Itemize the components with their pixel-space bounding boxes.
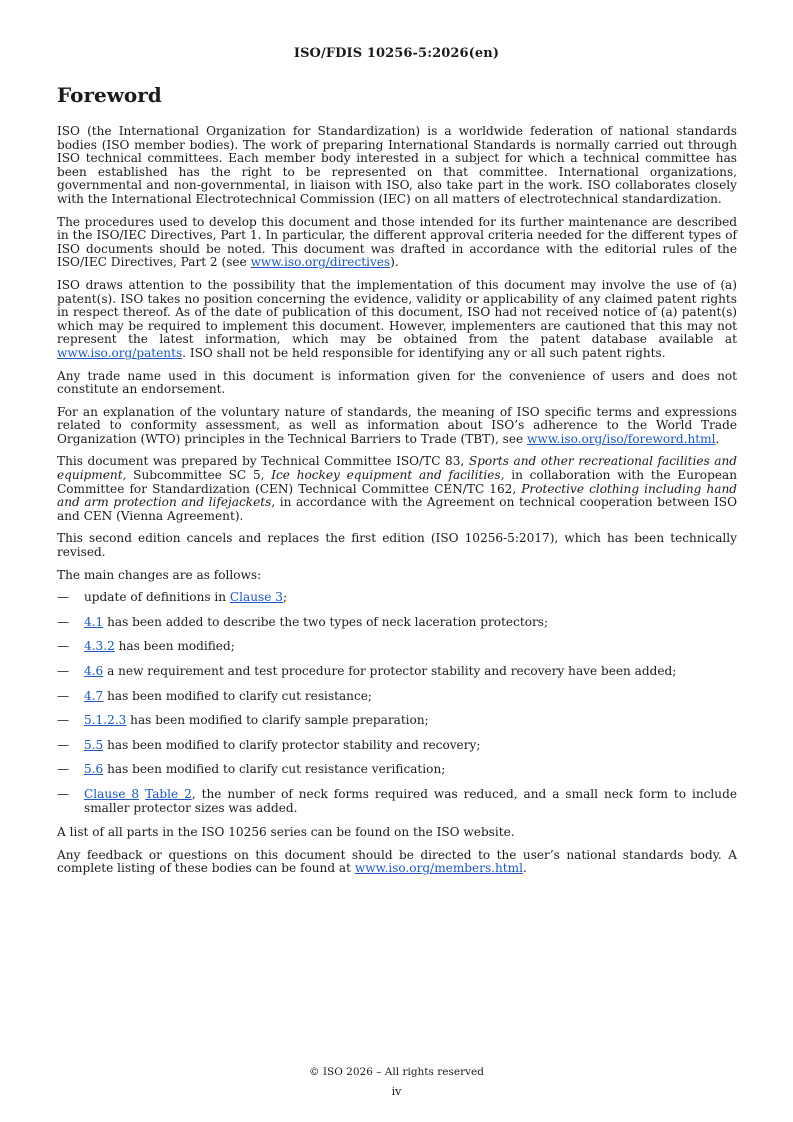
list-item bbox=[57, 665, 737, 679]
dash-bullet: — bbox=[57, 786, 70, 801]
text: has been added to describe the two types of neck laceration protectors; bbox=[103, 614, 549, 629]
text: For an explanation of the voluntary nature of standards, the meaning of ISO specific terms and expressions related to conformity assessment, as well as information about ISO’s adherence to the World Trade Organization (WTO) principles in the Technical Barriers to Trade (TBT), see bbox=[57, 404, 737, 446]
dash-bullet: — bbox=[57, 688, 70, 703]
clause-5-1-2-3-link[interactable]: 5.1.2.3 bbox=[84, 713, 127, 728]
table-2-link[interactable]: Table 2 bbox=[145, 786, 192, 801]
document-id-header: ISO/FDIS 10256-5:2026(en) bbox=[293, 46, 500, 61]
list-item bbox=[57, 763, 737, 777]
text: a new requirement and test procedure for protector stability and recovery have been added; bbox=[103, 664, 677, 678]
dash-bullet: — bbox=[57, 590, 70, 605]
text: has been modified to clarify sample preparation; bbox=[126, 713, 429, 728]
clause-8-link[interactable]: Clause 8 bbox=[84, 786, 140, 801]
patents-link[interactable]: www.iso.org/patents bbox=[57, 345, 183, 360]
text: The procedures used to develop this document and those intended for its further maintenance are described in the ISO/IEC Directives, Part 1. In particular, the different approval criteria needed for the different types of ISO documents should be noted. This document was drafted in accordance with the editorial rules of the ISO/IEC Directives, Part 2 (see bbox=[57, 214, 737, 270]
paragraph-prepared-by bbox=[57, 455, 737, 523]
list-item bbox=[57, 591, 737, 605]
text: has been modified to clarify protector stability and recovery; bbox=[103, 737, 481, 752]
list-item bbox=[57, 640, 737, 654]
clause-5-6-link[interactable]: 5.6 bbox=[84, 762, 104, 777]
text: . bbox=[523, 861, 527, 876]
clause-4-3-2-link[interactable]: 4.3.2 bbox=[84, 639, 115, 654]
clause-4-1-link[interactable]: 4.1 bbox=[84, 614, 104, 629]
copyright-notice: © ISO 2026 – All rights reserved bbox=[309, 1066, 484, 1078]
foreword-section bbox=[57, 82, 737, 885]
paragraph-voluntary-nature bbox=[57, 406, 737, 447]
text: has been modified to clarify cut resistance verification; bbox=[103, 762, 446, 777]
list-item bbox=[57, 690, 737, 704]
list-item bbox=[57, 616, 737, 630]
subcommittee-title: Ice hockey equipment and facilities, bbox=[271, 468, 505, 483]
paragraph-patents bbox=[57, 279, 737, 361]
clause-4-6-link[interactable]: 4.6 bbox=[84, 664, 104, 678]
paragraph-main-changes-intro: The main changes are as follows: bbox=[57, 567, 262, 582]
paragraph-trade-name: Any trade name used in this document is information given for the convenience of users and does not constitute an endorsement. bbox=[57, 368, 737, 397]
text: in collaboration with the European Committee for Standardization (CEN) Technical Committee CEN/TC 162, bbox=[57, 468, 737, 496]
paragraph-procedures bbox=[57, 216, 737, 270]
text: . ISO shall not be held responsible for identifying any or all such patent rights. bbox=[182, 345, 666, 360]
members-link[interactable]: www.iso.org/members.html bbox=[354, 861, 523, 876]
text: This document was prepared by Technical Committee ISO/TC 83, bbox=[57, 454, 469, 469]
dash-bullet: — bbox=[57, 762, 70, 777]
text: . bbox=[715, 431, 720, 446]
paragraph-iso-intro: ISO (the International Organization for Standardization) is a worldwide federation of national standards bodies (ISO member bodies). The work of preparing International Standards is normally carried out through ISO technical committees. Each member body interested in a subject for which a technical committee has been established has the right to be represented on that committee. International organizations, governmental and non-governmental, in liaison with ISO, also take part in the work. ISO collaborates closely with the International Electrotechnical Commission (IEC) on all matters of electrotechnical standardization. bbox=[57, 124, 737, 206]
text: , in accordance with the Agreement on technical cooperation between ISO and CEN (Vienna Agreement). bbox=[57, 495, 737, 523]
text: Subcommittee SC 5, bbox=[126, 468, 272, 483]
text: has been modified to clarify cut resistance; bbox=[103, 688, 372, 703]
dash-bullet: — bbox=[57, 614, 70, 629]
paragraph-feedback bbox=[57, 849, 737, 876]
text: has been modified; bbox=[114, 639, 235, 654]
dash-bullet: — bbox=[57, 664, 70, 678]
clause-3-link[interactable]: Clause 3 bbox=[229, 590, 283, 605]
list-item bbox=[57, 788, 737, 815]
cen-committee-title: Protective clothing including hand and arm protection and lifejackets bbox=[57, 481, 737, 510]
text: ISO draws attention to the possibility that the implementation of this document may involve the use of (a) patent(s). ISO takes no position concerning the evidence, validity or applicability of any claimed patent rights in respect thereof. As of the date of publication of this document, ISO had not received notice of (a) patent(s) which may be required to implement this document. However, implementers are cautioned that this may not represent the latest information, which may be obtained from the patent database available at bbox=[57, 277, 737, 347]
dash-bullet: — bbox=[57, 737, 70, 752]
list-item bbox=[57, 739, 737, 753]
text: ; bbox=[282, 590, 288, 605]
text: update of definitions in bbox=[84, 590, 230, 605]
text: , the number of neck forms required was reduced, and a small neck form to include smaller protector sizes was added. bbox=[84, 786, 737, 815]
list-item bbox=[57, 714, 737, 728]
paragraph-series-list: A list of all parts in the ISO 10256 series can be found on the ISO website. bbox=[57, 825, 515, 840]
directives-link[interactable]: www.iso.org/directives bbox=[250, 255, 391, 270]
clause-4-7-link[interactable]: 4.7 bbox=[84, 688, 104, 703]
foreword-link[interactable]: www.iso.org/iso/foreword.html bbox=[527, 431, 716, 446]
committee-title: Sports and other recreational facilities and equipment, bbox=[57, 454, 737, 483]
text: ). bbox=[390, 255, 399, 270]
paragraph-edition: This second edition cancels and replaces the first edition (ISO 10256-5:2017), which has been technically revised. bbox=[57, 531, 737, 560]
section-title: Foreword bbox=[57, 83, 162, 107]
dash-bullet: — bbox=[57, 639, 70, 654]
changes-list bbox=[57, 591, 737, 815]
page-number: iv bbox=[391, 1085, 402, 1098]
text: Any feedback or questions on this document should be directed to the user’s national standards body. A complete listing of these bodies can be found at bbox=[57, 847, 737, 876]
dash-bullet: — bbox=[57, 713, 70, 728]
clause-5-5-link[interactable]: 5.5 bbox=[84, 737, 104, 752]
